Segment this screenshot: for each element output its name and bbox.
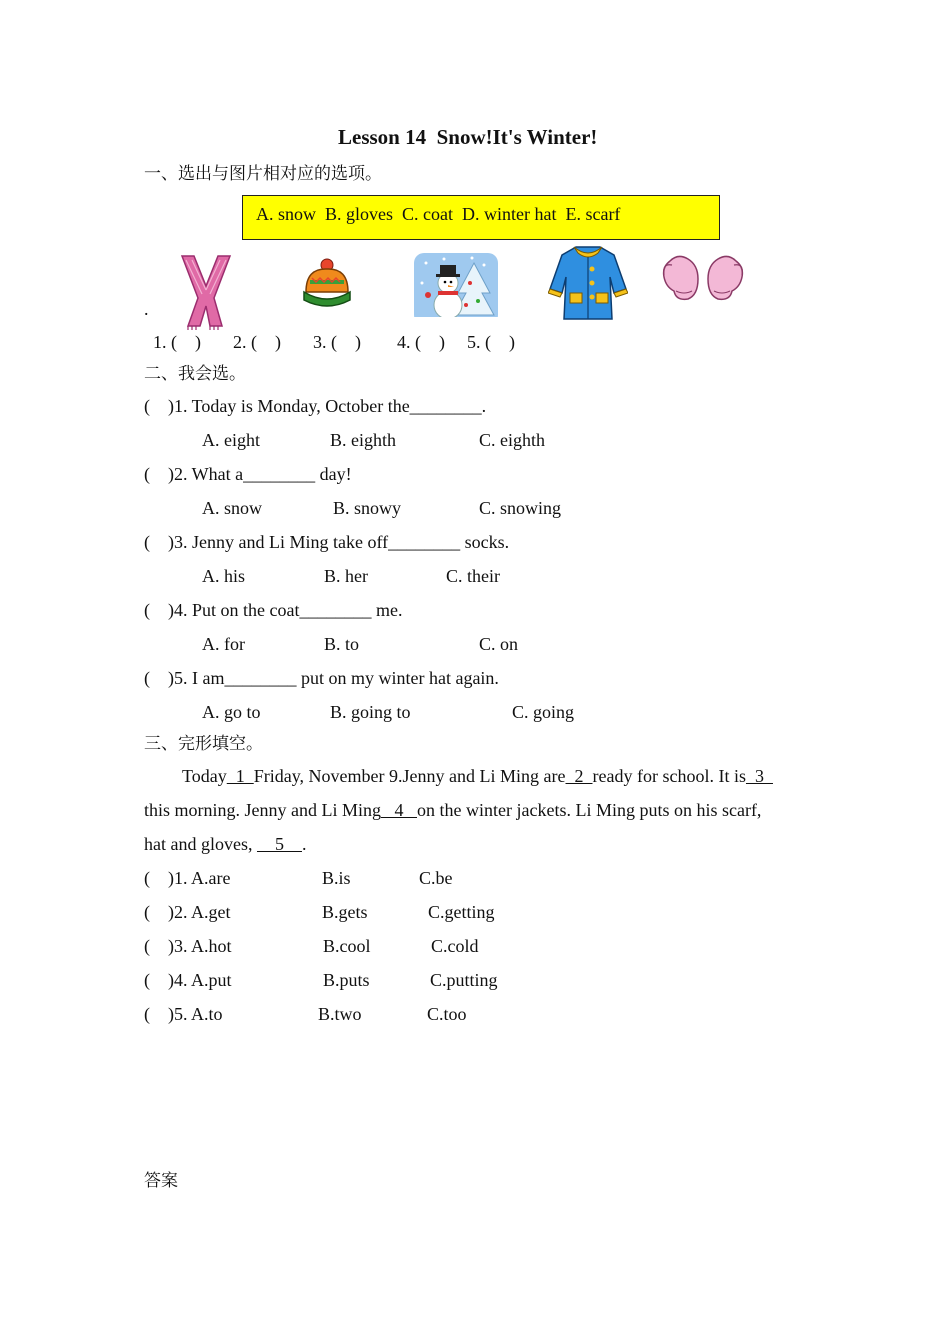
question-stem: ( )1. Today is Monday, October the________. — [144, 396, 487, 416]
cloze-blank-1: 1 — [226, 766, 254, 786]
cloze-option-c: C.putting — [430, 970, 498, 990]
answer-blank-2: 2. ( ) — [233, 332, 281, 352]
question-stem: ( )4. Put on the coat________ me. — [144, 600, 403, 620]
question-stem: ( )5. I am________ put on my winter hat again. — [144, 668, 499, 688]
dot: . — [144, 299, 149, 319]
cloze-option-b: B.puts — [323, 970, 370, 990]
cloze-line-1: Today 1 Friday, November 9.Jenny and Li Ming are 2 ready for school. It is 3 — [182, 766, 773, 786]
answer-blank-3: 3. ( ) — [313, 332, 361, 352]
cloze-option-b: B.two — [318, 1004, 362, 1024]
cloze-blank-5: 5 — [256, 834, 302, 854]
options-box — [242, 195, 720, 240]
cloze-option-b: B.cool — [323, 936, 371, 956]
snowman-tree-icon — [414, 253, 498, 325]
answer-blank-4: 4. ( ) — [397, 332, 445, 352]
cloze-option-c: C.getting — [428, 902, 495, 922]
cloze-blank-4: 4 — [381, 800, 417, 820]
option-a: A. snow — [202, 498, 263, 518]
answer-heading: 答案 — [144, 1171, 178, 1191]
option-a: A. his — [202, 566, 246, 586]
answer-blank-1: 1. ( ) — [153, 332, 201, 352]
option-b: B. snowy — [333, 498, 402, 518]
option-a: A. for — [202, 634, 245, 654]
question-stem: ( )2. What a________ day! — [144, 464, 352, 484]
answer-blank-5: 5. ( ) — [467, 332, 515, 352]
section3-heading: 三、完形填空。 — [144, 734, 263, 754]
cloze-option-c: C.be — [419, 868, 453, 888]
cloze-option-c: C.too — [427, 1004, 467, 1024]
page-title: Lesson 14 Snow!It's Winter! — [338, 125, 598, 149]
winter-hat-icon — [300, 258, 354, 310]
option-a: A. eight — [202, 430, 260, 450]
cloze-question: ( )4. A.put — [144, 970, 232, 990]
cloze-question: ( )1. A.are — [144, 868, 231, 888]
option-b: B. to — [324, 634, 360, 654]
option-c: C. snowing — [479, 498, 562, 518]
coat-icon — [548, 243, 628, 321]
gloves-icon — [662, 251, 744, 303]
cloze-question: ( )5. A.to — [144, 1004, 223, 1024]
cloze-question: ( )3. A.hot — [144, 936, 232, 956]
option-c: C. on — [479, 634, 519, 654]
option-c: C. their — [446, 566, 500, 586]
question-stem: ( )3. Jenny and Li Ming take off________ socks. — [144, 532, 510, 552]
scarf-icon — [172, 254, 242, 330]
option-c: C. eighth — [479, 430, 545, 450]
cloze-line-2: this morning. Jenny and Li Ming 4 on the winter jackets. Li Ming puts on his scarf, — [144, 800, 762, 820]
option-b: B. eighth — [330, 430, 396, 450]
option-b: B. going to — [330, 702, 411, 722]
section1-heading: 一、选出与图片相对应的选项。 — [144, 164, 382, 184]
options-text: A. snow B. gloves C. coat D. winter hat E. scarf — [256, 204, 621, 224]
cloze-line-3: hat and gloves, 5 . — [144, 834, 307, 854]
cloze-blank-3: 3 — [745, 766, 773, 786]
cloze-question: ( )2. A.get — [144, 902, 231, 922]
section2-heading: 二、我会选。 — [144, 364, 246, 384]
option-a: A. go to — [202, 702, 261, 722]
option-b: B. her — [324, 566, 368, 586]
cloze-option-b: B.gets — [322, 902, 368, 922]
cloze-option-c: C.cold — [431, 936, 479, 956]
cloze-blank-2: 2 — [565, 766, 593, 786]
cloze-option-b: B.is — [322, 868, 351, 888]
option-c: C. going — [512, 702, 575, 722]
